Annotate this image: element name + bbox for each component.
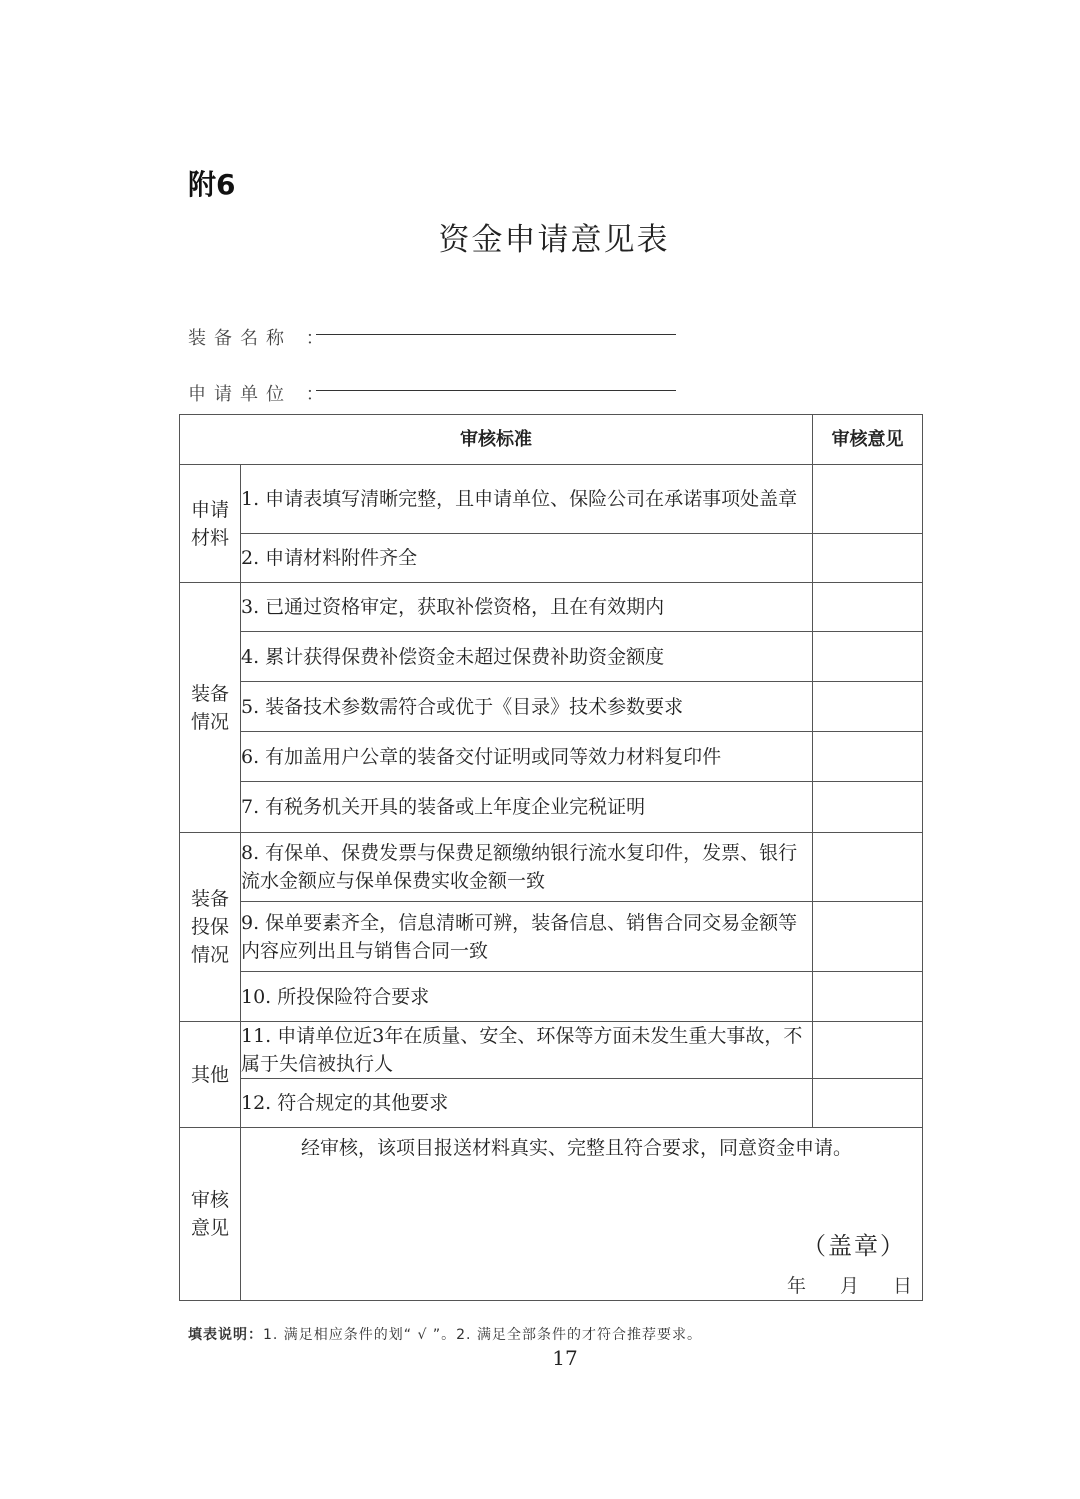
seal-placeholder: （盖章） bbox=[802, 1232, 906, 1260]
fill-instructions bbox=[188, 1324, 702, 1344]
criterion-cell: 8. 有保单、保费发票与保费足额缴纳银行流水复印件，发票、银行流水金额应与保单保费实收金额一致 bbox=[241, 833, 813, 902]
opinion-checkbox-cell[interactable] bbox=[813, 583, 923, 632]
note-label: 填表说明： bbox=[188, 1327, 263, 1343]
opinion-checkbox-cell[interactable] bbox=[813, 682, 923, 732]
criteria-header: 审核标准 bbox=[180, 415, 813, 465]
year-label: 年 bbox=[786, 1275, 806, 1297]
table-row bbox=[180, 732, 923, 782]
opinion-checkbox-cell[interactable] bbox=[813, 833, 923, 902]
applicant-field bbox=[188, 380, 332, 406]
equipment-name-label: 装备名称 ： bbox=[188, 328, 332, 349]
final-category-cell: 审核 意见 bbox=[180, 1128, 241, 1301]
equipment-name-field bbox=[188, 324, 332, 350]
criterion-cell: 11. 申请单位近3年在质量、安全、环保等方面未发生重大事故，不属于失信被执行人 bbox=[241, 1022, 813, 1079]
table-row bbox=[180, 632, 923, 682]
final-opinion-row bbox=[180, 1128, 923, 1301]
table-row bbox=[180, 1079, 923, 1128]
criterion-cell: 10. 所投保险符合要求 bbox=[241, 972, 813, 1022]
criterion-cell: 9. 保单要素齐全，信息清晰可辨，装备信息、销售合同交易金额等内容应列出且与销售合同一致 bbox=[241, 902, 813, 972]
table-row bbox=[180, 534, 923, 583]
table-row bbox=[180, 682, 923, 732]
table-row bbox=[180, 583, 923, 632]
annex-label: 附6 bbox=[188, 168, 236, 201]
opinion-header: 审核意见 bbox=[813, 415, 923, 465]
category-cell: 申请 材料 bbox=[180, 465, 241, 583]
criterion-cell: 3. 已通过资格审定，获取补偿资格，且在有效期内 bbox=[241, 583, 813, 632]
table-row bbox=[180, 782, 923, 833]
applicant-input-line[interactable] bbox=[316, 380, 676, 391]
criterion-cell: 12. 符合规定的其他要求 bbox=[241, 1079, 813, 1128]
table-row bbox=[180, 1022, 923, 1079]
month-label: 月 bbox=[839, 1275, 859, 1297]
table-row bbox=[180, 902, 923, 972]
table-row bbox=[180, 972, 923, 1022]
category-cell: 装备 情况 bbox=[180, 583, 241, 833]
table-body bbox=[180, 465, 923, 1301]
final-opinion-cell[interactable] bbox=[241, 1128, 923, 1301]
criterion-cell: 1. 申请表填写清晰完整，且申请单位、保险公司在承诺事项处盖章 bbox=[241, 465, 813, 534]
criterion-cell: 4. 累计获得保费补偿资金未超过保费补助资金额度 bbox=[241, 632, 813, 682]
criterion-cell: 2. 申请材料附件齐全 bbox=[241, 534, 813, 583]
review-table bbox=[179, 414, 923, 1301]
opinion-checkbox-cell[interactable] bbox=[813, 972, 923, 1022]
opinion-checkbox-cell[interactable] bbox=[813, 732, 923, 782]
category-cell: 装备 投保 情况 bbox=[180, 833, 241, 1022]
category-cell: 其他 bbox=[180, 1022, 241, 1128]
day-label: 日 bbox=[892, 1275, 912, 1297]
opinion-checkbox-cell[interactable] bbox=[813, 534, 923, 583]
form-title: 资金申请意见表 bbox=[438, 222, 670, 258]
final-statement: 经审核，该项目报送材料真实、完整且符合要求，同意资金申请。 bbox=[301, 1137, 853, 1159]
date-line bbox=[753, 1272, 912, 1300]
table-row bbox=[180, 465, 923, 534]
opinion-checkbox-cell[interactable] bbox=[813, 1079, 923, 1128]
criterion-cell: 6. 有加盖用户公章的装备交付证明或同等效力材料复印件 bbox=[241, 732, 813, 782]
criterion-cell: 7. 有税务机关开具的装备或上年度企业完税证明 bbox=[241, 782, 813, 833]
page-number: 17 bbox=[552, 1346, 578, 1370]
opinion-checkbox-cell[interactable] bbox=[813, 632, 923, 682]
criterion-cell: 5. 装备技术参数需符合或优于《目录》技术参数要求 bbox=[241, 682, 813, 732]
note-text: 1. 满足相应条件的划“ √ ”。2. 满足全部条件的才符合推荐要求。 bbox=[263, 1327, 702, 1343]
opinion-checkbox-cell[interactable] bbox=[813, 1022, 923, 1079]
opinion-checkbox-cell[interactable] bbox=[813, 782, 923, 833]
table-row bbox=[180, 833, 923, 902]
applicant-label: 申请单位 ： bbox=[188, 384, 332, 405]
equipment-name-input-line[interactable] bbox=[316, 324, 676, 335]
opinion-checkbox-cell[interactable] bbox=[813, 465, 923, 534]
opinion-checkbox-cell[interactable] bbox=[813, 902, 923, 972]
